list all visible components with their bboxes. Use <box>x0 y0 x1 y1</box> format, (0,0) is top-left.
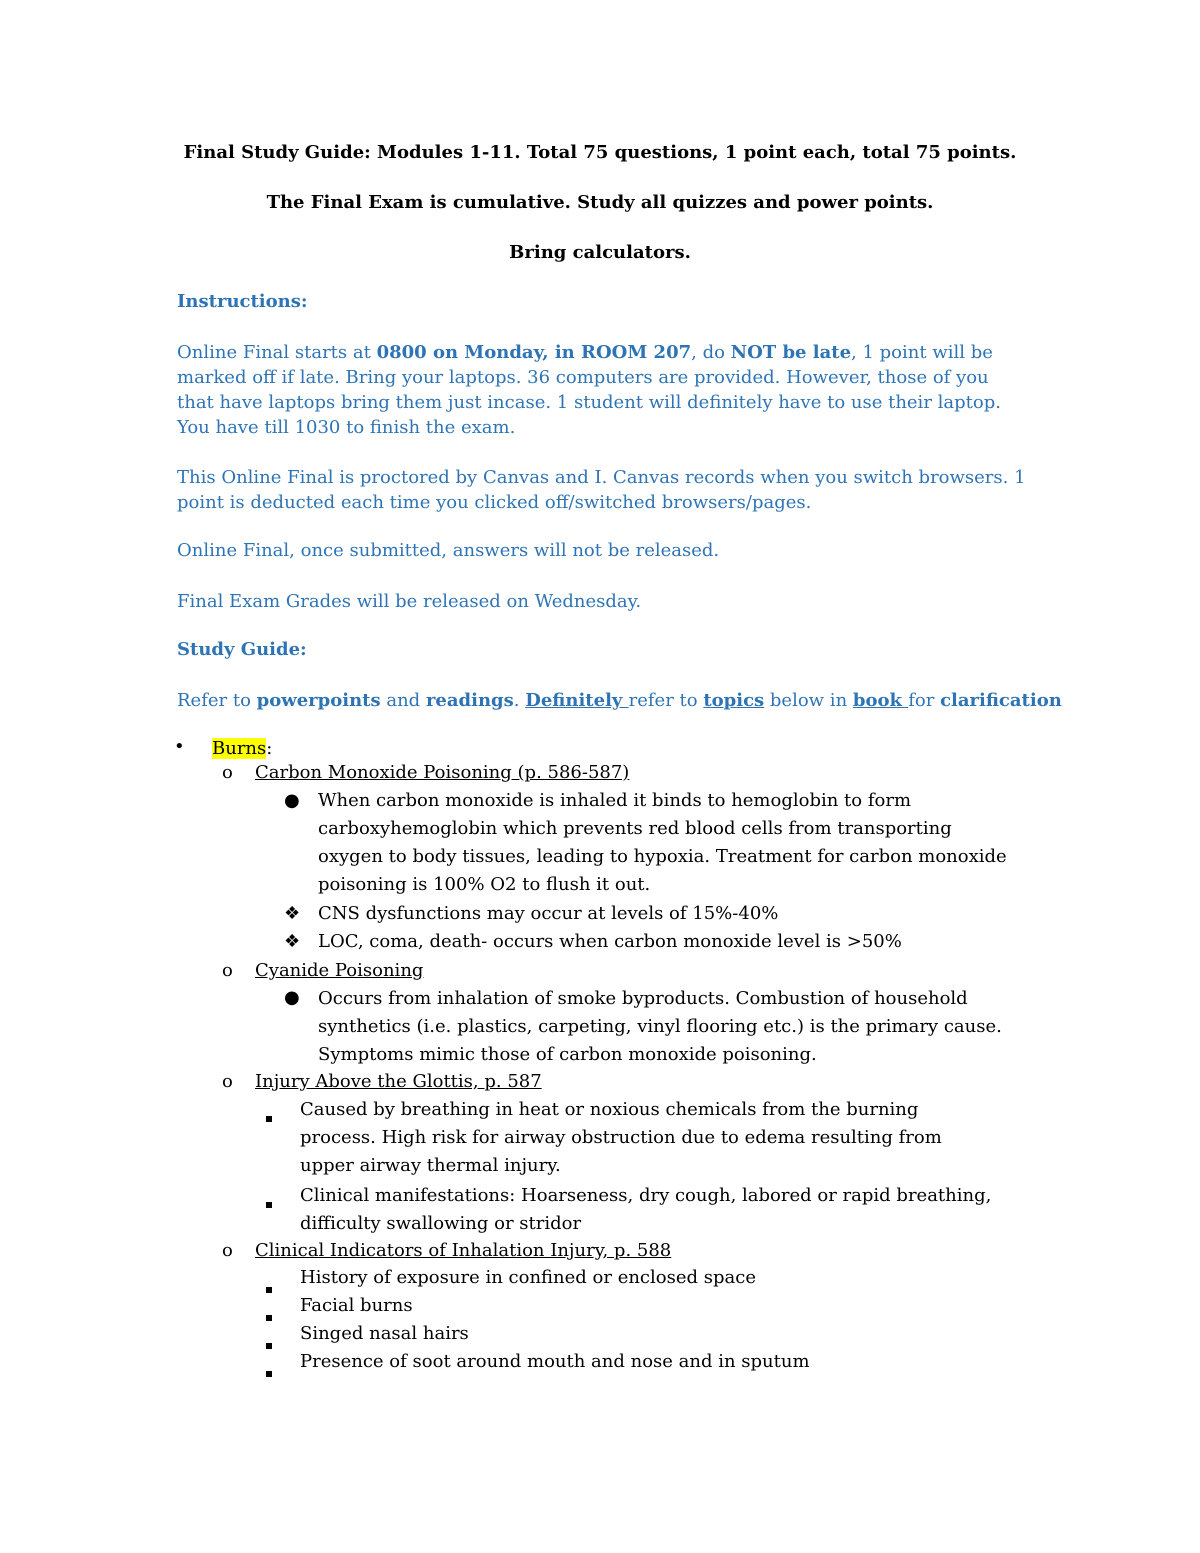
instructions-paragraph-1: Online Final starts at 0800 on Monday, in ROOM 207, do NOT be late, 1 point will be marked off if late. Bring your laptops. 36 computers are provided. However, those of you that have laptops bring them just incase. 1 student will definitely have to use their laptop. You have till 1030 to finish the exam. <box>177 342 1001 438</box>
square-bullet <box>266 1333 272 1354</box>
indicators-item-1: History of exposure in confined or enclosed space <box>300 1267 756 1288</box>
square-bullet <box>266 1305 272 1326</box>
co-item-3: LOC, coma, death- occurs when carbon monoxide level is >50% <box>318 931 902 952</box>
dot-bullet: ● <box>284 987 300 1008</box>
instructions-paragraph-2: This Online Final is proctored by Canvas and I. Canvas records when you switch browsers. 1 point is deducted each time you clicked off/switched browsers/pages. <box>177 467 1026 513</box>
bullet-marker: • <box>174 736 185 757</box>
sub-bullet-o: o <box>222 1071 233 1092</box>
square-bullet <box>266 1106 272 1127</box>
square-bullet <box>266 1361 272 1382</box>
instructions-paragraph-4: Final Exam Grades will be released on Wednesday. <box>177 591 642 612</box>
burns-highlight: Burns <box>212 738 267 759</box>
indicators-heading: Clinical Indicators of Inhalation Injury, p. 588 <box>255 1240 672 1261</box>
not-late-emphasis: NOT be late <box>730 342 852 363</box>
co-item-1: When carbon monoxide is inhaled it binds to hemoglobin to form carboxyhemoglobin which prevents red blood cells from transporting oxygen to body tissues, leading to hypoxia. Treatment for carbon monoxide poisoning is 100% O2 to flush it out. <box>318 790 1007 895</box>
sub-bullet-o: o <box>222 1240 233 1261</box>
co-poisoning-heading: Carbon Monoxide Poisoning (p. 586-587) <box>255 762 630 783</box>
cyanide-heading: Cyanide Poisoning <box>255 960 424 981</box>
co-item-2: CNS dysfunctions may occur at levels of 15%-40% <box>318 903 779 924</box>
burns-item: Burns: <box>212 738 273 759</box>
instructions-heading: Instructions: <box>177 291 308 312</box>
title-line-2: The Final Exam is cumulative. Study all quizzes and power points. <box>266 192 934 213</box>
diamond-bullet: ❖ <box>284 903 301 924</box>
indicators-item-4: Presence of soot around mouth and nose and in sputum <box>300 1351 810 1372</box>
instructions-paragraph-3: Online Final, once submitted, answers will not be released. <box>177 540 720 561</box>
sub-bullet-o: o <box>222 960 233 981</box>
square-bullet <box>266 1192 272 1213</box>
study-guide-heading: Study Guide: <box>177 639 307 660</box>
refer-line: Refer to powerpoints and readings. Definitely refer to topics below in book for clarification <box>177 690 1062 711</box>
indicators-item-3: Singed nasal hairs <box>300 1323 469 1344</box>
dot-bullet: ● <box>284 790 300 811</box>
glottis-item-2: Clinical manifestations: Hoarseness, dry cough, labored or rapid breathing, difficulty swallowing or stridor <box>300 1185 992 1234</box>
glottis-item-1: Caused by breathing in heat or noxious chemicals from the burning process. High risk for airway obstruction due to edema resulting from upper airway thermal injury. <box>300 1099 942 1176</box>
glottis-heading: Injury Above the Glottis, p. 587 <box>255 1071 542 1092</box>
diamond-bullet: ❖ <box>284 931 301 952</box>
exam-time-location: 0800 on Monday, in ROOM 207 <box>376 342 692 363</box>
sub-bullet-o: o <box>222 762 233 783</box>
indicators-item-2: Facial burns <box>300 1295 413 1316</box>
title-line-1: Final Study Guide: Modules 1-11. Total 75 questions, 1 point each, total 75 points. <box>183 142 1017 163</box>
cyanide-item-1: Occurs from inhalation of smoke byproducts. Combustion of household synthetics (i.e. plastics, carpeting, vinyl flooring etc.) is the primary cause. Symptoms mimic those of carbon monoxide poisoning. <box>318 988 1002 1065</box>
square-bullet <box>266 1277 272 1298</box>
title-line-3: Bring calculators. <box>509 242 691 263</box>
